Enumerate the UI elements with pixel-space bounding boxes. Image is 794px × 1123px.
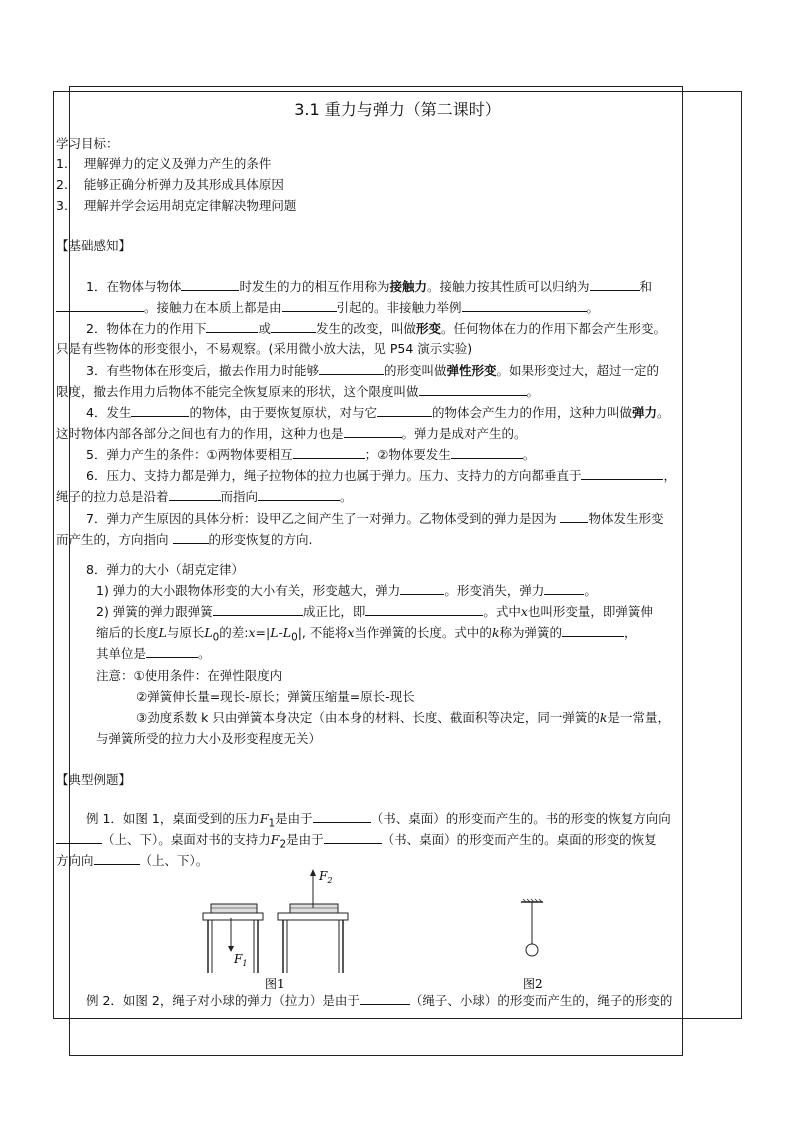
text: 。式中 <box>483 604 521 619</box>
text: ③劲度系数 k 只由弹簧本身决定（由本身的材料、长度、截面积等决定，同一弹簧的 <box>136 710 600 725</box>
text: 物体发生形变 <box>588 511 664 526</box>
text: | <box>297 625 302 640</box>
example-2 <box>56 992 672 1009</box>
fill-blank[interactable] <box>462 299 587 312</box>
key-term: 弹性形变 <box>446 363 497 378</box>
fill-blank[interactable] <box>94 852 140 865</box>
text: ， <box>624 625 637 640</box>
fill-blank[interactable] <box>282 299 337 312</box>
fill-blank[interactable] <box>313 810 371 823</box>
text: 的形变叫做 <box>383 363 447 378</box>
paragraph-7-cont <box>56 531 312 548</box>
text: 其单位是 <box>96 646 147 661</box>
key-term: 接触力 <box>389 279 427 294</box>
subscript: 1 <box>268 817 276 830</box>
text: 。 <box>198 646 211 661</box>
text: 。弹力是成对产生的。 <box>401 426 527 441</box>
example-figures <box>56 866 739 996</box>
paragraph-8-4 <box>56 645 211 662</box>
text: 是由于 <box>275 811 313 826</box>
text: 缩后的长度 <box>96 625 159 640</box>
text: ， <box>663 468 676 483</box>
text: 3．有些物体在形变后，撤去作用力时能够 <box>86 363 319 378</box>
paragraph-2-cont: 只是有些物体的形变很小，不易观察。(采用微小放大法，见 P54 演示实验) <box>56 341 473 356</box>
objective-text: 理解并学会运用胡克定律解决物理问题 <box>83 198 297 213</box>
text: 。形变消失，弹力 <box>444 583 545 598</box>
text: 而产生的，方向指向 <box>56 532 169 547</box>
fill-blank[interactable] <box>324 831 382 844</box>
objective-number: 2. <box>56 177 68 192</box>
text: 或 <box>258 321 271 336</box>
text: 4．发生 <box>86 405 132 420</box>
variable: F <box>259 811 269 826</box>
text: 。 <box>657 405 670 420</box>
formula: x=|L-L <box>248 625 292 640</box>
fill-blank[interactable] <box>419 383 527 396</box>
figure-2-pendulum <box>521 899 543 956</box>
fill-blank[interactable] <box>400 582 444 595</box>
text: （绳子、小球）的形变而产生的，绳子的形变的 <box>409 993 673 1008</box>
fill-blank[interactable] <box>451 446 523 459</box>
note-line: 与弹簧所受的拉力大小及形变程度无关） <box>96 731 322 746</box>
text: ；②物体要发生 <box>364 447 451 462</box>
label-f2: $F_2$ <box>319 869 333 885</box>
text: 。 <box>586 300 600 315</box>
example-1 <box>56 810 671 832</box>
text: 。接触力按其性质可以归纳为 <box>427 279 590 294</box>
fill-blank[interactable] <box>562 624 624 637</box>
text: , 不能将 <box>301 625 348 640</box>
example-1-cont <box>56 831 657 853</box>
text: 。任何物体在力的作用下都会产生形变。 <box>441 321 667 336</box>
text: 称为弹簧的 <box>499 625 563 640</box>
text: 是由于 <box>286 832 324 847</box>
ball <box>526 944 538 956</box>
text: 和 <box>639 279 653 294</box>
fill-blank[interactable] <box>213 603 303 616</box>
paragraph-8-1 <box>56 582 597 599</box>
text: 当作弹簧的长度。式中的 <box>354 625 492 640</box>
figure-1-left-table <box>203 904 263 973</box>
text: 方向向 <box>56 853 94 868</box>
text: 2) 弹簧的弹力跟弹簧 <box>96 604 213 619</box>
book <box>290 904 338 913</box>
note-line: ②弹簧伸长量=现长-原长；弹簧压缩量=原长-现长 <box>136 689 415 704</box>
fill-blank[interactable] <box>146 645 198 658</box>
text: 是一常量， <box>607 710 670 725</box>
text: 7．弹力产生原因的具体分析：设甲乙之间产生了一对弹力。乙物体受到的弹力是因为 <box>86 511 557 526</box>
subscript: 2 <box>279 838 287 851</box>
objective-text: 能够正确分析弹力及其形成具体原因 <box>83 177 284 192</box>
text: 这时物体内部各部分之间也有力的作用，这种力也是 <box>56 426 344 441</box>
paragraph-6-cont <box>56 488 353 505</box>
text: 时发生的力的相互作用称为 <box>239 279 390 294</box>
text: 。 <box>522 447 536 462</box>
fill-blank[interactable] <box>169 488 221 501</box>
text: （书、桌面）的形变而产生的。桌面的形变的恢复 <box>381 832 657 847</box>
fill-blank[interactable] <box>181 278 239 291</box>
text: 引起的。非接触力举例 <box>336 300 462 315</box>
objective-text: 理解弹力的定义及弹力产生的条件 <box>83 156 272 171</box>
variable: k <box>491 625 500 640</box>
paragraph-7 <box>56 510 663 527</box>
paragraph-8-heading: 8．弹力的大小（胡克定律） <box>86 562 244 577</box>
paragraph-1 <box>56 278 652 295</box>
fill-blank[interactable] <box>56 299 144 312</box>
table-top <box>278 913 348 920</box>
table-top <box>203 913 263 920</box>
note-line: 注意：①使用条件：在弹性限度内 <box>96 668 283 683</box>
text: 1．在物体与物体 <box>86 279 182 294</box>
text: 的物体，由于要恢复原状，对与它 <box>189 405 377 420</box>
fill-blank[interactable] <box>581 467 663 480</box>
fill-blank[interactable] <box>131 404 189 417</box>
paragraph-8-2 <box>56 603 653 620</box>
fill-blank[interactable] <box>271 320 316 333</box>
variable: L <box>158 625 167 640</box>
book <box>211 904 257 913</box>
examples-section-header: 【典型例题】 <box>56 772 132 787</box>
fill-blank[interactable] <box>344 425 402 438</box>
key-term: 弹力 <box>631 405 657 420</box>
page-title: 3.1 重力与弹力（第二课时） <box>294 100 501 119</box>
paragraph-3 <box>56 362 659 379</box>
paragraph-4-cont <box>56 425 527 442</box>
text: （上、下）。桌面对书的支持力 <box>102 832 271 847</box>
text: 成正比，即 <box>302 604 366 619</box>
text: 。 <box>340 489 353 504</box>
text: 的形变恢复的方向. <box>208 532 313 547</box>
variable: k <box>599 710 608 725</box>
figure-1-right-table <box>278 869 348 973</box>
fill-blank[interactable] <box>360 992 410 1005</box>
text: 绳子的拉力总是沿着 <box>56 489 169 504</box>
note-line <box>56 710 670 726</box>
fill-blank[interactable] <box>206 320 258 333</box>
paragraph-5 <box>56 446 535 463</box>
label-f1: $F_1$ <box>234 952 248 968</box>
objective-item <box>56 156 271 172</box>
figure-1-caption: 图1 <box>265 977 285 991</box>
fill-blank[interactable] <box>258 488 340 501</box>
objectives-header: 学习目标： <box>56 136 119 151</box>
paragraph-8-3 <box>56 624 637 646</box>
objective-number: 1. <box>56 156 68 171</box>
text: 例 1．如图 1，桌面受到的压力 <box>86 811 260 826</box>
text: 限度，撤去作用力后物体不能完全恢复原来的形状，这个限度叫做 <box>56 384 419 399</box>
text: 而指向 <box>220 489 259 504</box>
key-term: 形变 <box>416 321 442 336</box>
fill-blank[interactable] <box>56 831 102 844</box>
text: 6．压力、支持力都是弹力，绳子拉物体的拉力也属于弹力。压力、支持力的方向都垂直于 <box>86 468 582 483</box>
text: 例 2．如图 2，绳子对小球的弹力（拉力）是由于 <box>86 993 360 1008</box>
text: 发生的改变，叫做 <box>315 321 416 336</box>
variable: x <box>347 625 355 640</box>
fill-blank[interactable] <box>560 510 588 523</box>
paragraph-4 <box>56 404 670 421</box>
basic-section-header: 【基础感知】 <box>56 238 132 253</box>
objective-item <box>56 177 284 193</box>
text: 5．弹力产生的条件：①两物体要相互 <box>86 447 293 462</box>
fill-blank[interactable] <box>590 278 640 291</box>
text: 2．物体在力的作用下 <box>86 321 207 336</box>
paragraph-3-cont <box>56 383 539 400</box>
paragraph-1-cont <box>56 299 599 316</box>
text: （书、桌面）的形变而产生的。书的形变的恢复方向向 <box>370 811 671 826</box>
subscript: 0 <box>212 631 220 644</box>
variable: x <box>520 604 528 619</box>
text: （上、下）。 <box>139 853 209 868</box>
variable: L <box>204 625 213 640</box>
paragraph-6 <box>56 467 676 484</box>
text: 。 <box>526 384 540 399</box>
variable: F <box>270 832 280 847</box>
text: 也叫形变量，即弹簧伸 <box>527 604 653 619</box>
text: 。如果形变过大，超过一定的 <box>496 363 660 378</box>
fill-blank[interactable] <box>319 362 384 375</box>
text: 的差: <box>219 625 249 640</box>
text: 的物体会产生力的作用，这种力叫做 <box>431 405 632 420</box>
figure-2-caption: 图2 <box>523 977 543 991</box>
text: 与原长 <box>166 625 205 640</box>
text: 1) 弹力的大小跟物体形变的大小有关，形变越大，弹力 <box>96 583 401 598</box>
fill-blank[interactable] <box>365 603 483 616</box>
fill-blank[interactable] <box>544 582 584 595</box>
arrow-head <box>310 869 316 876</box>
fill-blank[interactable] <box>293 446 365 459</box>
objective-item <box>56 198 296 214</box>
text: 。接触力在本质上都是由 <box>144 300 282 315</box>
paragraph-2 <box>56 320 666 337</box>
fill-blank[interactable] <box>173 531 209 544</box>
objective-number: 3. <box>56 198 68 213</box>
fill-blank[interactable] <box>377 404 432 417</box>
text: 。 <box>584 583 597 598</box>
subscript: 0 <box>291 631 298 644</box>
